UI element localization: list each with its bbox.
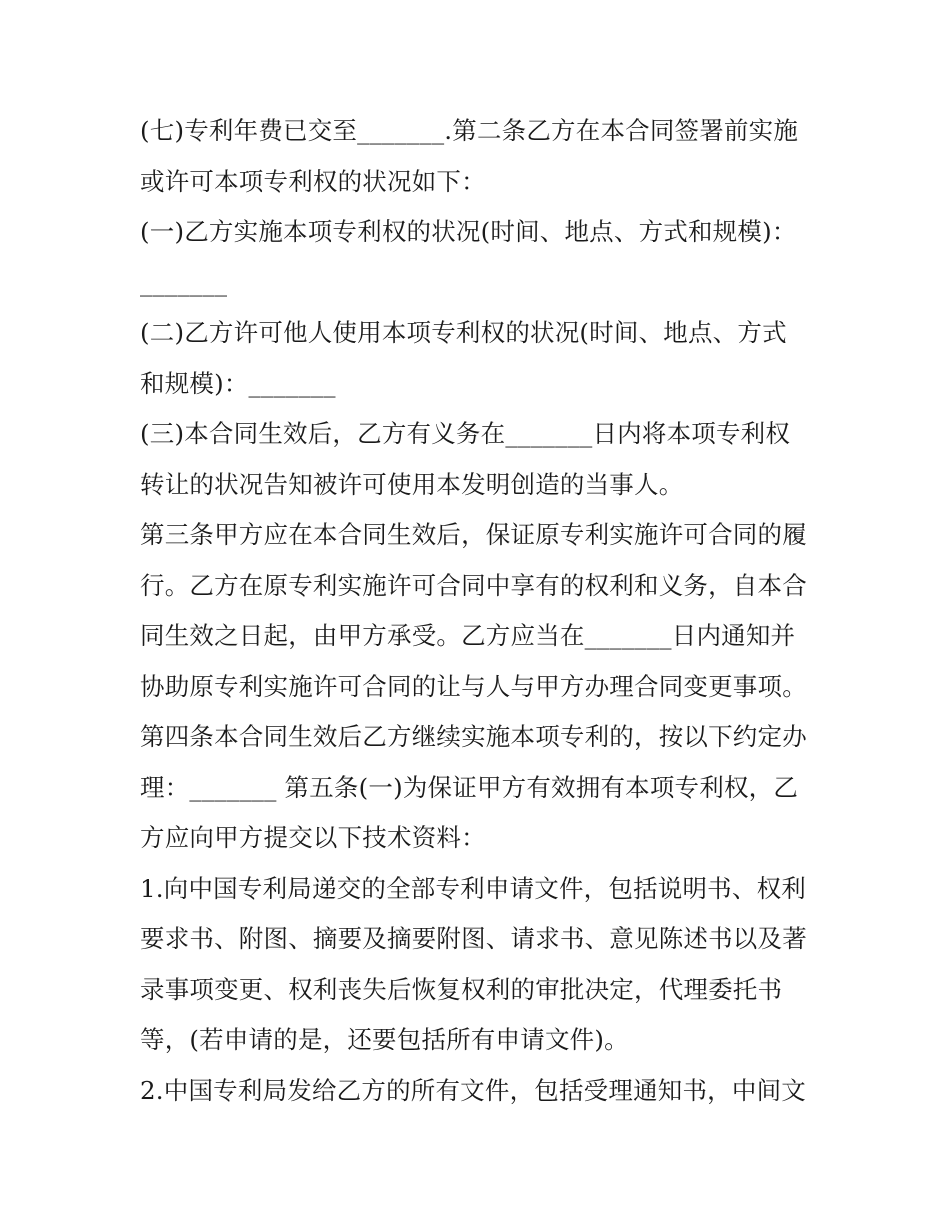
text-line: 2.中国专利局发给乙方的所有文件，包括受理通知书，中间文 xyxy=(140,1075,806,1105)
text-line: 行。乙方在原专利实施许可合同中享有的权利和义务，自本合 xyxy=(140,570,807,600)
text-line: (二)乙方许可他人使用本项专利权的状况(时间、地点、方式 xyxy=(140,318,787,347)
text-line: 或许可本项专利权的状况如下： xyxy=(140,166,486,196)
text-line: (一)乙方实施本项专利权的状况(时间、地点、方式和规模)： xyxy=(140,217,797,246)
text-line: _______ xyxy=(140,267,228,297)
text-line: (三)本合同生效后，乙方有义务在_______日内将本项专利权 xyxy=(140,419,791,448)
text-line: 第四条本合同生效后乙方继续实施本项专利的，按以下约定办 xyxy=(140,722,807,751)
text-line: 和规模)：_______ xyxy=(140,368,336,398)
text-line: 录事项变更、权利丧失后恢复权利的审批决定，代理委托书 xyxy=(140,974,783,1004)
text-line: 等，(若申请的是，还要包括所有申请文件)。 xyxy=(140,1025,629,1054)
text-line: 同生效之日起，由甲方承受。乙方应当在_______日内通知并 xyxy=(140,621,796,650)
text-line: 理：_______ 第五条(一)为保证甲方有效拥有本项专利权，乙 xyxy=(140,772,799,802)
text-line: 转让的状况告知被许可使用本发明创造的当事人。 xyxy=(140,469,684,499)
text-line: 协助原专利实施许可合同的让与人与甲方办理合同变更事项。 xyxy=(140,671,807,701)
text-line: 要求书、附图、摘要及摘要附图、请求书、意见陈述书以及著 xyxy=(140,924,807,953)
contract-body-text xyxy=(140,106,830,1116)
text-line: 1.向中国专利局递交的全部专利申请文件，包括说明书、权利 xyxy=(140,873,806,903)
text-line: (七)专利年费已交至_______.第二条乙方在本合同签署前实施 xyxy=(140,116,799,145)
text-line: 方应向甲方提交以下技术资料： xyxy=(140,823,486,852)
text-line: 第三条甲方应在本合同生效后，保证原专利实施许可合同的履 xyxy=(140,520,807,549)
